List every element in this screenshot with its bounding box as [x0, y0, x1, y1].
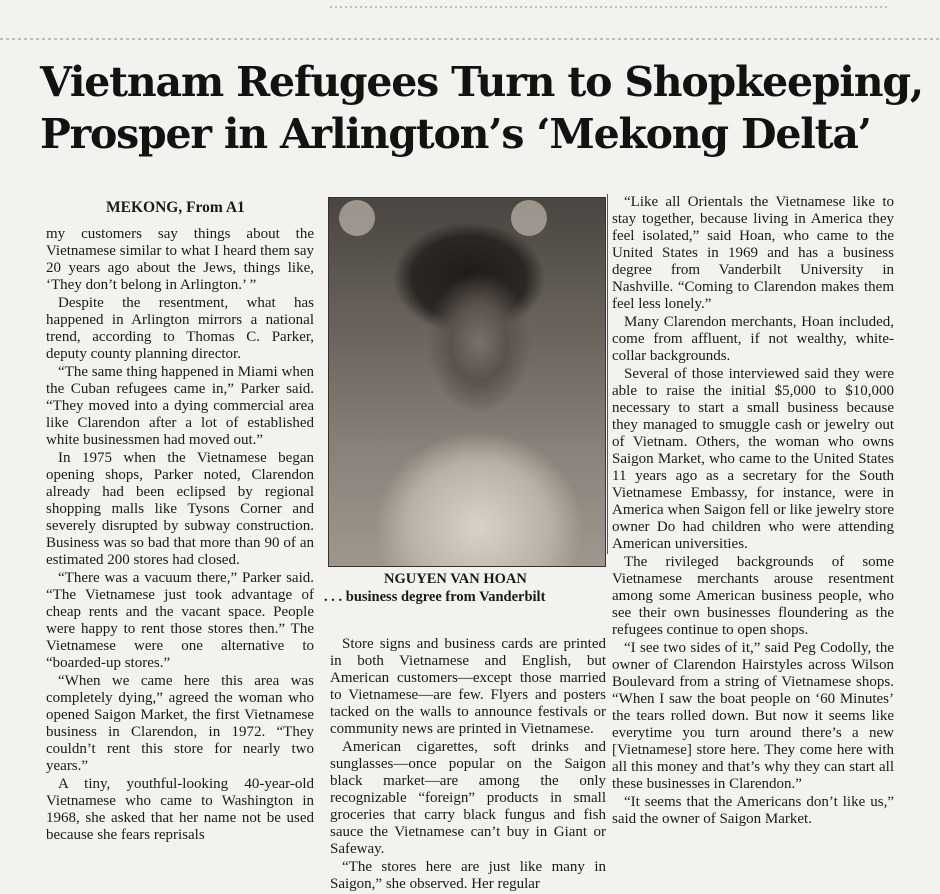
- paragraph: “The same thing happened in Miami when the Cuban refugees came in,” Parker said. “They moved into a dying commercial area like Clarendon after a lot of established white businessmen had moved out.”: [46, 364, 314, 448]
- photo-light: [511, 200, 547, 236]
- paragraph: The rivileged backgrounds of some Vietnamese merchants arouse resentment among some American business people, who see their own businesses floundering as the refugees continue to open shops.: [612, 554, 894, 638]
- paragraph: “The stores here are just like many in Saigon,” she observed. Her regular: [330, 859, 606, 892]
- paragraph: “When we came here this area was completely dying,” agreed the woman who opened Saigon Market, the first Vietnamese business in Clarendon, in 1972. “They couldn’t rent this store for nearly two years.”: [46, 673, 314, 774]
- paragraph: Despite the resentment, what has happened in Arlington mirrors a national trend, according to Thomas C. Parker, deputy county planning director.: [46, 295, 314, 362]
- article-column-2: [330, 636, 606, 894]
- paragraph: Several of those interviewed said they were able to raise the initial $5,000 to $10,000 necessary to start a small business because they managed to smuggle cash or jewelry out of Vietnam. Others, the woman who owns Saigon Market, who came to the United States 11 years ago as a secretary for the South Vietnamese Embassy, for instance, were in America when Saigon fell or like jewelry store owner Do had children who were attending American universities.: [612, 366, 894, 552]
- portrait-photo: [328, 197, 606, 567]
- photo-caption-subtitle: . . . business degree from Vanderbilt: [324, 589, 546, 605]
- paragraph: my customers say things about the Vietnamese similar to what I heard them say 20 years ago about the Jews, things like, ‘They don’t belong in Arlington.’ ”: [46, 226, 314, 293]
- article-column-3: [612, 194, 894, 829]
- paragraph: “It seems that the Americans don’t like us,” said the owner of Saigon Market.: [612, 794, 894, 827]
- paragraph: Many Clarendon merchants, Hoan included, come from affluent, if not wealthy, white-collar backgrounds.: [612, 314, 894, 364]
- headline: [40, 56, 923, 160]
- photo-light: [339, 200, 375, 236]
- article-column-1: [46, 226, 314, 845]
- headline-line-1: Vietnam Refugees Turn to Shopkeeping,: [40, 58, 923, 106]
- page-rule: [0, 38, 940, 40]
- paragraph: A tiny, youthful-looking 40-year-old Vietnamese who came to Washington in 1968, she asked that her name not be used because she fears reprisals: [46, 776, 314, 843]
- paragraph: “Like all Orientals the Vietnamese like to stay together, because living in America they feel isolated,” said Hoan, who came to the United States in 1969 and has a business degree from Vanderbilt University in Nashville. “Coming to Clarendon makes them feel less lonely.”: [612, 194, 894, 312]
- photo-caption-name: NGUYEN VAN HOAN: [384, 571, 527, 587]
- jump-line: MEKONG, From A1: [106, 199, 245, 216]
- paragraph: American cigarettes, soft drinks and sunglasses—once popular on the Saigon black market—are among the only recognizable “foreign” products in small groceries that carry black fungus and fish sauce the Vietnamese can’t buy in Giant or Safeway.: [330, 739, 606, 857]
- headline-line-2: Prosper in Arlington’s ‘Mekong Delta’: [40, 110, 871, 158]
- paragraph: Store signs and business cards are printed in both Vietnamese and English, but American customers—except those married to Vietnamese—are few. Flyers and posters tacked on the walls to announce festivals or community news are printed in Vietnamese.: [330, 636, 606, 737]
- paragraph: “There was a vacuum there,” Parker said. “The Vietnamese just took advantage of cheap rents and the vacant space. People were happy to rent those stores then.” The Vietnamese were one alternative to “boarded-up stores.”: [46, 570, 314, 671]
- column-divider: [607, 194, 608, 554]
- paragraph: In 1975 when the Vietnamese began opening shops, Parker noted, Clarendon already had been eclipsed by regional shopping malls like Tysons Corner and severely disrupted by subway construction. Business was so bad that more than 90 of an estimated 200 stores had closed.: [46, 450, 314, 568]
- clipping-edge-rule: [330, 6, 890, 8]
- paragraph: “I see two sides of it,” said Peg Codolly, the owner of Clarendon Hairstyles across Wilson Boulevard from a string of Vietnamese shops. “When I saw the boat people on ‘60 Minutes’ the tears rolled down. But now it seems like everytime you turn around there’s a new [Vietnamese] store here. They come here with all this money and that’s why they can start all these businesses in Clarendon.”: [612, 640, 894, 792]
